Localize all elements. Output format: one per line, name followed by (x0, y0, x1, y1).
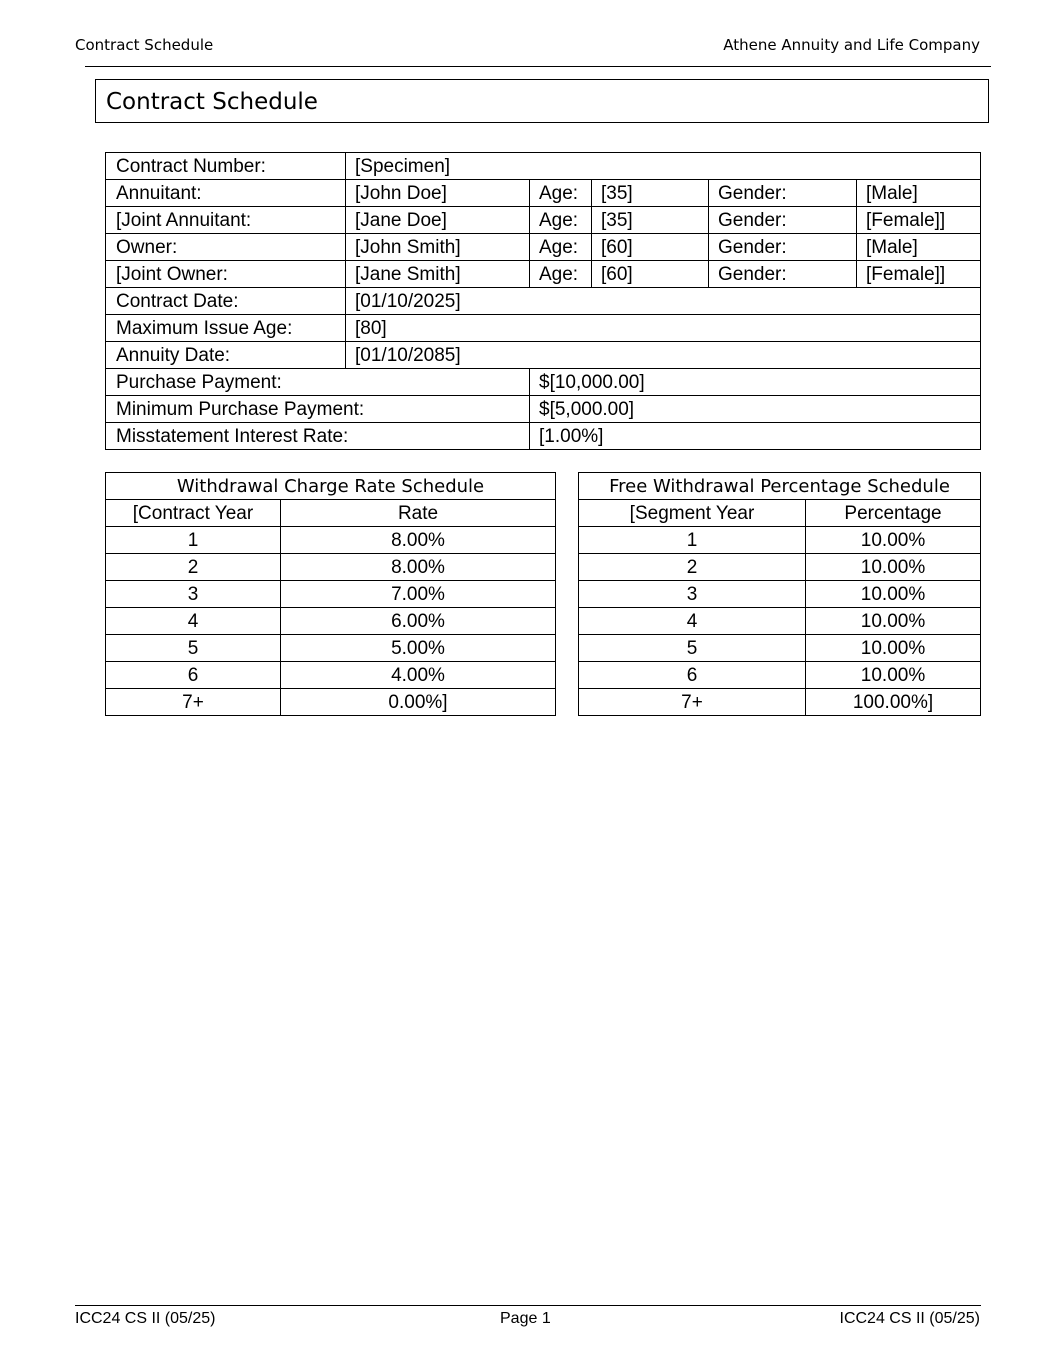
gender-value: [Female]] (857, 207, 981, 234)
percentage-cell: 10.00% (806, 635, 981, 662)
age-label: Age: (530, 207, 592, 234)
contract-date-value: [01/10/2025] (346, 288, 981, 315)
year-cell: 5 (579, 635, 806, 662)
age-label: Age: (530, 234, 592, 261)
rate-cell: 8.00% (281, 554, 556, 581)
free-withdrawal-table (578, 472, 981, 716)
age-value: [35] (592, 180, 709, 207)
footer-form-number-right: ICC24 CS II (05/25) (839, 1310, 980, 1327)
age-label: Age: (530, 261, 592, 288)
table-row (106, 608, 556, 635)
age-value: [60] (592, 234, 709, 261)
percentage-cell: 10.00% (806, 527, 981, 554)
footer-page-number: Page 1 (500, 1310, 551, 1327)
gender-label: Gender: (709, 180, 857, 207)
table-row (106, 689, 556, 716)
max-issue-age-label: Maximum Issue Age: (106, 315, 346, 342)
gender-value: [Male] (857, 180, 981, 207)
header-company-name: Athene Annuity and Life Company (723, 36, 980, 54)
percentage-cell: 100.00%] (806, 689, 981, 716)
table-caption-row (579, 473, 981, 500)
table-row (106, 662, 556, 689)
party-role: Owner: (106, 234, 346, 261)
page-footer (75, 1310, 980, 1330)
gender-value: [Female]] (857, 261, 981, 288)
rate-cell: 4.00% (281, 662, 556, 689)
year-cell: 5 (106, 635, 281, 662)
age-value: [35] (592, 207, 709, 234)
year-cell: 4 (579, 608, 806, 635)
table-row (106, 369, 981, 396)
table-caption-row (106, 473, 556, 500)
purchase-payment-label: Purchase Payment: (106, 369, 530, 396)
year-cell: 7+ (579, 689, 806, 716)
gender-label: Gender: (709, 261, 857, 288)
table-row (106, 342, 981, 369)
rate-cell: 6.00% (281, 608, 556, 635)
contract-date-label: Contract Date: (106, 288, 346, 315)
rate-cell: 8.00% (281, 527, 556, 554)
footer-form-number: ICC24 CS II (05/25) (75, 1310, 216, 1327)
withdrawal-charge-table (105, 472, 556, 716)
table-row (106, 635, 556, 662)
table-row (579, 635, 981, 662)
table-row (106, 396, 981, 423)
annuity-date-label: Annuity Date: (106, 342, 346, 369)
table-row (579, 608, 981, 635)
table-header-row (106, 500, 556, 527)
table-row (106, 581, 556, 608)
column-header: [Segment Year (579, 500, 806, 527)
party-name: [Jane Doe] (346, 207, 530, 234)
table-row (106, 423, 981, 450)
misstatement-rate-label: Misstatement Interest Rate: (106, 423, 530, 450)
contract-number-label: Contract Number: (106, 153, 346, 180)
table-row (106, 207, 981, 234)
column-header: [Contract Year (106, 500, 281, 527)
purchase-payment-value: $[10,000.00] (530, 369, 981, 396)
gender-label: Gender: (709, 234, 857, 261)
percentage-cell: 10.00% (806, 662, 981, 689)
table-row (579, 527, 981, 554)
age-value: [60] (592, 261, 709, 288)
table-row (106, 527, 556, 554)
table-row (106, 315, 981, 342)
max-issue-age-value: [80] (346, 315, 981, 342)
year-cell: 6 (106, 662, 281, 689)
misstatement-rate-value: [1.00%] (530, 423, 981, 450)
gender-value: [Male] (857, 234, 981, 261)
year-cell: 1 (106, 527, 281, 554)
year-cell: 3 (579, 581, 806, 608)
free-withdrawal-caption: Free Withdrawal Percentage Schedule (579, 473, 981, 500)
party-name: [Jane Smith] (346, 261, 530, 288)
age-label: Age: (530, 180, 592, 207)
page-header (75, 36, 980, 56)
column-header: Rate (281, 500, 556, 527)
party-role: [Joint Annuitant: (106, 207, 346, 234)
withdrawal-charge-caption: Withdrawal Charge Rate Schedule (106, 473, 556, 500)
table-row (579, 662, 981, 689)
table-row (106, 261, 981, 288)
footer-divider (75, 1305, 981, 1306)
table-header-row (579, 500, 981, 527)
contract-info-table (105, 152, 981, 450)
year-cell: 1 (579, 527, 806, 554)
table-row (579, 554, 981, 581)
year-cell: 6 (579, 662, 806, 689)
year-cell: 2 (106, 554, 281, 581)
minimum-purchase-payment-label: Minimum Purchase Payment: (106, 396, 530, 423)
party-name: [John Smith] (346, 234, 530, 261)
minimum-purchase-payment-value: $[5,000.00] (530, 396, 981, 423)
rate-cell: 0.00%] (281, 689, 556, 716)
header-divider (85, 66, 991, 67)
party-role: Annuitant: (106, 180, 346, 207)
year-cell: 4 (106, 608, 281, 635)
table-row (579, 581, 981, 608)
table-row (579, 689, 981, 716)
contract-number-value: [Specimen] (346, 153, 981, 180)
rate-cell: 7.00% (281, 581, 556, 608)
page-title: Contract Schedule (106, 89, 318, 115)
gender-label: Gender: (709, 207, 857, 234)
year-cell: 2 (579, 554, 806, 581)
header-left-text: Contract Schedule (75, 36, 214, 54)
table-row (106, 180, 981, 207)
column-header: Percentage (806, 500, 981, 527)
annuity-date-value: [01/10/2085] (346, 342, 981, 369)
year-cell: 3 (106, 581, 281, 608)
percentage-cell: 10.00% (806, 608, 981, 635)
rate-cell: 5.00% (281, 635, 556, 662)
party-name: [John Doe] (346, 180, 530, 207)
percentage-cell: 10.00% (806, 554, 981, 581)
table-row (106, 153, 981, 180)
title-box (95, 79, 989, 123)
table-row (106, 288, 981, 315)
year-cell: 7+ (106, 689, 281, 716)
percentage-cell: 10.00% (806, 581, 981, 608)
table-row (106, 554, 556, 581)
table-row (106, 234, 981, 261)
party-role: [Joint Owner: (106, 261, 346, 288)
